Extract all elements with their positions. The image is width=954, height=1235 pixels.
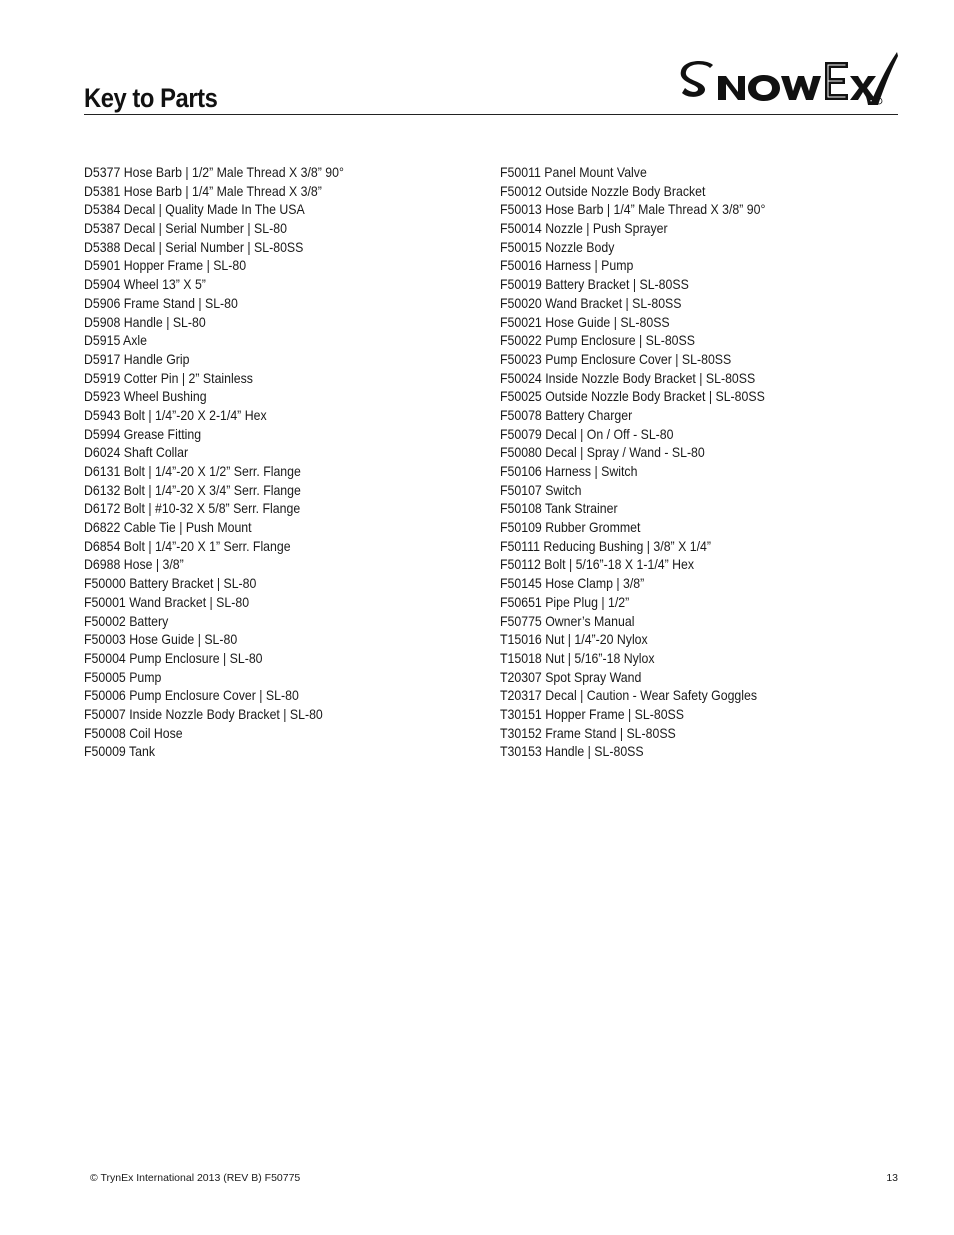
part-item: F50001 Wand Bracket | SL-80 [84,593,250,610]
part-item: D5387 Decal | Serial Number | SL-80 [84,220,287,237]
page-number: 13 [886,1172,898,1184]
part-item: F50004 Pump Enclosure | SL-80 [84,649,263,666]
part-item: D6172 Bolt | #10-32 X 5/8” Serr. Flange [84,500,301,517]
part-item: D6132 Bolt | 1/4”-20 X 3/4” Serr. Flange [84,481,301,498]
part-item: D5919 Cotter Pin | 2” Stainless [84,369,253,386]
part-item: F50007 Inside Nozzle Body Bracket | SL-80 [84,705,323,722]
part-item: F50019 Battery Bracket | SL-80SS [500,276,689,293]
part-item: F50009 Tank [84,743,156,760]
part-item: F50111 Reducing Bushing | 3/8” X 1/4” [500,537,711,554]
logo-letter-w [781,76,821,100]
part-item: F50013 Hose Barb | 1/4” Male Thread X 3/8” 90° [500,201,766,218]
part-item: D5994 Grease Fitting [84,425,202,442]
logo-letter-n [718,76,745,100]
footer-copyright: © TrynEx International 2013 (REV B) F50775 [90,1172,301,1184]
part-item: F50002 Battery [84,612,169,629]
part-item: D5388 Decal | Serial Number | SL-80SS [84,238,304,255]
part-item: F50021 Hose Guide | SL-80SS [500,313,670,330]
part-item: F50000 Battery Bracket | SL-80 [84,575,257,592]
part-item: F50079 Decal | On / Off - SL-80 [500,425,674,442]
part-item: F50106 Harness | Switch [500,463,638,479]
part-item: F50005 Pump [84,668,162,685]
parts-list-left [84,163,484,761]
part-item: D6024 Shaft Collar [84,444,189,461]
part-item: F50015 Nozzle Body [500,238,615,255]
part-item: F50011 Panel Mount Valve [500,164,647,180]
part-item: D5384 Decal | Quality Made In The USA [84,201,305,218]
part-item: T20307 Spot Spray Wand [500,668,642,685]
part-item: D5901 Hopper Frame | SL-80 [84,257,247,274]
part-item: F50025 Outside Nozzle Body Bracket | SL-80SS [500,388,765,405]
part-item: F50775 Owner’s Manual [500,612,635,629]
part-item: F50003 Hose Guide | SL-80 [84,631,238,648]
part-item: D6988 Hose | 3/8” [84,556,184,573]
part-item: F50080 Decal | Spray / Wand - SL-80 [500,444,705,461]
part-item: F50023 Pump Enclosure Cover | SL-80SS [500,350,732,367]
part-item: F50006 Pump Enclosure Cover | SL-80 [84,687,299,704]
part-item: F50108 Tank Strainer [500,500,618,517]
part-item: T15018 Nut | 5/16”-18 Nylox [500,649,655,666]
part-item: F50014 Nozzle | Push Sprayer [500,220,668,237]
part-item: T20317 Decal | Caution - Wear Safety Goggles [500,687,758,704]
logo-letter-s [681,61,713,97]
part-item: D5904 Wheel 13” X 5” [84,276,206,293]
part-item: D6131 Bolt | 1/4”-20 X 1/2” Serr. Flange [84,463,301,479]
part-item: D5381 Hose Barb | 1/4” Male Thread X 3/8” [84,182,322,199]
part-item: T30153 Handle | SL-80SS [500,743,644,760]
part-item: T30151 Hopper Frame | SL-80SS [500,705,684,722]
part-item: F50016 Harness | Pump [500,257,634,274]
part-item: D5908 Handle | SL-80 [84,313,206,330]
part-item: F50107 Switch [500,481,582,498]
part-item: D5943 Bolt | 1/4”-20 X 2-1/4” Hex [84,406,267,423]
part-item: F50020 Wand Bracket | SL-80SS [500,294,682,311]
part-item: F50109 Rubber Grommet [500,519,641,536]
part-item: F50022 Pump Enclosure | SL-80SS [500,332,695,349]
logo-letter-o [748,75,780,101]
part-item: F50112 Bolt | 5/16”-18 X 1-1/4” Hex [500,556,695,573]
part-item: D6822 Cable Tie | Push Mount [84,519,252,536]
part-item: F50008 Coil Hose [84,724,183,741]
part-item: F50024 Inside Nozzle Body Bracket | SL-80SS [500,369,756,386]
snowex-logo [680,48,900,108]
page-title: Key to Parts [84,83,218,113]
part-item: D5923 Wheel Bushing [84,388,207,405]
part-item: F50012 Outside Nozzle Body Bracket [500,182,706,199]
part-item: F50145 Hose Clamp | 3/8” [500,575,645,592]
header-divider [84,114,898,115]
part-item: F50651 Pipe Plug | 1/2” [500,593,630,610]
part-item: F50078 Battery Charger [500,406,633,423]
part-item: T15016 Nut | 1/4”-20 Nylox [500,631,648,648]
part-item: D5906 Frame Stand | SL-80 [84,294,238,311]
logo-letter-e [825,62,848,100]
part-item: T30152 Frame Stand | SL-80SS [500,724,676,741]
part-item: D5915 Axle [84,332,148,349]
part-item: D5377 Hose Barb | 1/2” Male Thread X 3/8” 90° [84,164,344,180]
part-item: D5917 Handle Grip [84,350,190,367]
parts-list-right [500,163,900,761]
part-item: D6854 Bolt | 1/4”-20 X 1” Serr. Flange [84,537,291,554]
